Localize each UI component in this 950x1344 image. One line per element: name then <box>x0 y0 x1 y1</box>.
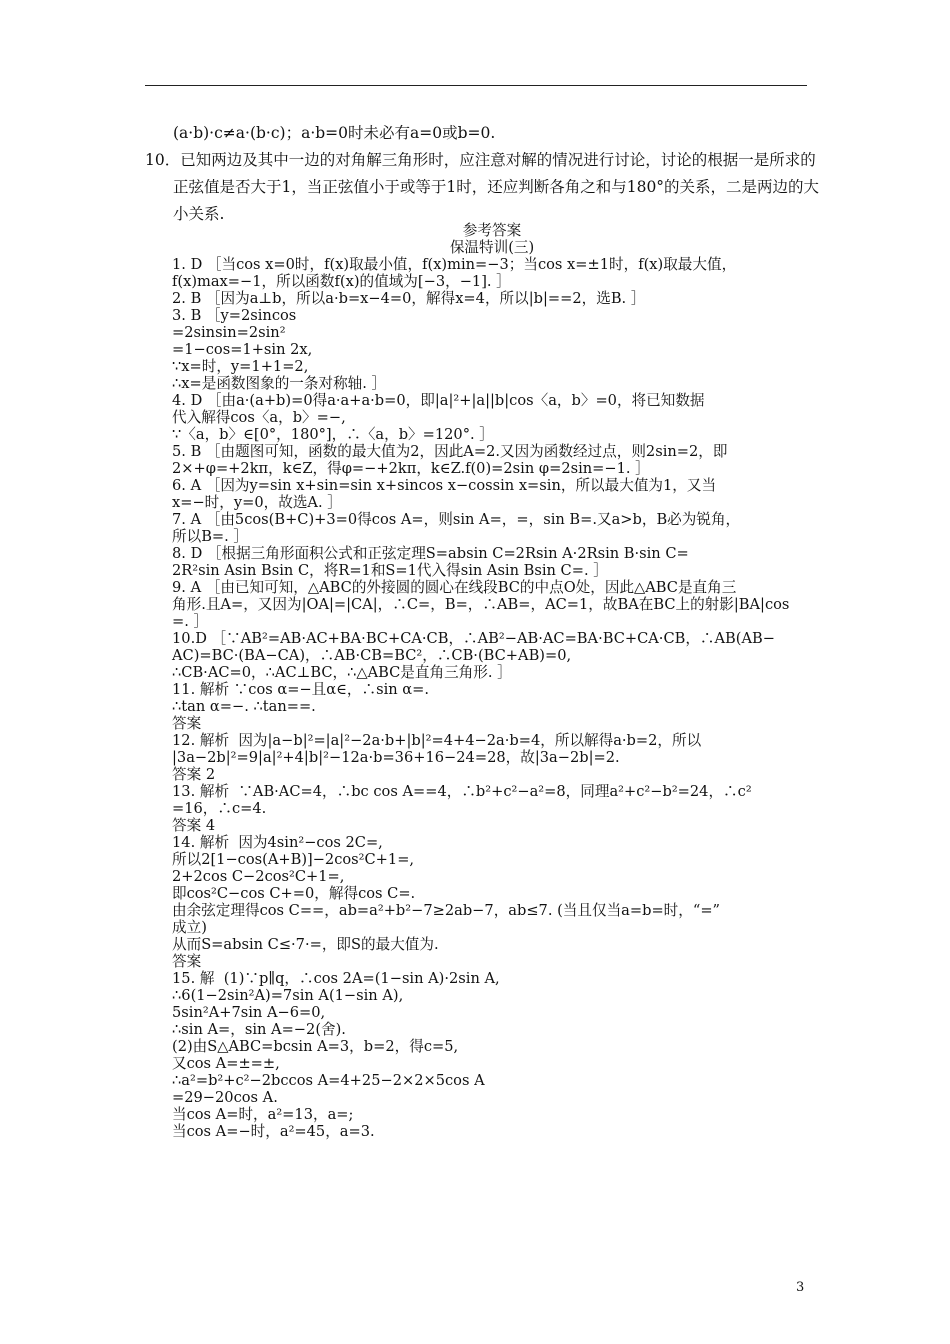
answer-line: ∵x=时，y=1+1=2, <box>172 358 309 375</box>
answer-line: 13. 解析 ∵AB·AC=4，∴bc cos A==4，∴b²+c²−a²=8，同理a²+c²−b²=24，∴c² <box>172 783 752 800</box>
answer-line: 7. A ［由5cos(B+C)+3=0得cos A=，则sin A=，=，sin B=.又a>b，B必为锐角， <box>172 511 741 528</box>
answer-line: 11. 解析 ∵cos α=−且α∈，∴sin α=. <box>172 681 430 698</box>
answer-line: ∴CB·AC=0，∴AC⊥BC，∴△ABC是直角三角形. ］ <box>172 664 512 681</box>
answer-line: 所以B=. ］ <box>172 528 249 545</box>
answer-line: 答案 <box>172 715 202 732</box>
answer-line: 9. A ［由已知可知，△ABC的外接圆的圆心在线段BC的中点O处，因此△ABC是直角三 <box>172 579 737 596</box>
answer-line: =. ］ <box>172 613 209 630</box>
answer-line: 12. 解析 因为|a−b|²=|a|²−2a·b+|b|²=4+4−2a·b=4，所以解得a·b=2，所以 <box>172 732 702 749</box>
answer-line: 即cos²C−cos C+=0，解得cos C=. <box>172 885 416 902</box>
answer-line: =2sinsin=2sin² <box>172 324 286 341</box>
answer-line: 当cos A=−时，a²=45，a=3. <box>172 1123 375 1140</box>
header-rule <box>145 85 807 86</box>
answer-line: ∵〈a，b〉∈[0°，180°]，∴〈a，b〉=120°. ］ <box>172 426 494 443</box>
answer-line: 1. D ［当cos x=0时，f(x)取最小值，f(x)min=−3；当cos x=±1时，f(x)取最大值， <box>172 256 737 273</box>
answer-line: 2×+φ=+2kπ，k∈Z，得φ=−+2kπ，k∈Z.f(0)=2sin φ=2sin=−1. ］ <box>172 460 650 477</box>
answer-line: ∴a²=b²+c²−2bccos A=4+25−2×2×5cos A <box>172 1072 485 1089</box>
answer-line: ∴x=是函数图象的一条对称轴. ］ <box>172 375 387 392</box>
continued-notes <box>145 120 825 228</box>
answer-line: 2R²sin Asin Bsin C，将R=1和S=1代入得sin Asin Bsin C=. ］ <box>172 562 608 579</box>
answer-line: 答案 2 <box>172 766 216 783</box>
answer-line: =1−cos=1+sin 2x, <box>172 341 313 358</box>
answer-line: ∴sin A=，sin A=−2(舍). <box>172 1021 346 1038</box>
answer-line: ∴tan α=−. ∴tan==. <box>172 698 316 715</box>
answer-line: f(x)max=−1，所以函数f(x)的值域为[−3，−1]. ］ <box>172 273 511 290</box>
answers-heading: 参考答案 <box>462 222 522 239</box>
answer-line: ∴6(1−2sin²A)=7sin A(1−sin A), <box>172 987 404 1004</box>
answer-line: 答案 4 <box>172 817 216 834</box>
answer-section <box>172 222 812 1140</box>
answer-line: (2)由S△ABC=bcsin A=3，b=2，得c=5, <box>172 1038 459 1055</box>
answer-line: 5sin²A+7sin A−6=0, <box>172 1004 326 1021</box>
answer-line: =16，∴c=4. <box>172 800 267 817</box>
answer-line: 14. 解析 因为4sin²−cos 2C=, <box>172 834 383 851</box>
answer-line: 3. B ［y=2sincos <box>172 307 297 324</box>
note-line-vector: (a·b)·c≠a·(b·c)；a·b=0时未必有a=0或b=0. <box>173 124 496 142</box>
answer-line: 从而S=absin C≤·7·=，即S的最大值为. <box>172 936 439 953</box>
answer-line: 答案 <box>172 953 202 970</box>
answer-line: 2. B ［因为a⊥b，所以a·b=x−4=0，解得x=4，所以|b|==2，选B. ］ <box>172 290 646 307</box>
answer-line: 由余弦定理得cos C==，ab=a²+b²−7≥2ab−7，ab≤7. (当且仅当a=b=时，“=” <box>172 902 721 919</box>
answer-line: 10.D ［∵AB²=AB·AC+BA·BC+CA·CB，∴AB²−AB·AC=BA·BC+CA·CB，∴AB(AB− <box>172 630 775 647</box>
page-number: 3 <box>796 1280 805 1295</box>
answer-lines <box>172 256 812 1140</box>
answer-line: |3a−2b|²=9|a|²+4|b|²−12a·b=36+16−24=28，故|3a−2b|=2. <box>172 749 620 766</box>
answer-line: 所以2[1−cos(A+B)]−2cos²C+1=, <box>172 851 415 868</box>
answer-line: AC)=BC·(BA−CA)，∴AB·CB=BC²，∴CB·(BC+AB)=0, <box>172 647 572 664</box>
answer-line: 6. A ［因为y=sin x+sin=sin x+sincos x−cossin x=sin，所以最大值为1，又当 <box>172 477 717 494</box>
answer-line: 代入解得cos〈a，b〉=−, <box>172 409 346 426</box>
answer-line: 成立) <box>172 919 207 936</box>
answer-line: 8. D ［根据三角形面积公式和正弦定理S=absin C=2Rsin A·2Rsin B·sin C= <box>172 545 689 562</box>
answer-line: =29−20cos A. <box>172 1089 278 1106</box>
answer-line: 15. 解 (1)∵p∥q，∴cos 2A=(1−sin A)·2sin A, <box>172 970 500 987</box>
answer-line: 角形.且A=，又因为|OA|=|CA|，∴C=，B=，∴AB=，AC=1，故BA在BC上的射影|BA|cos <box>172 596 790 613</box>
answer-line: 当cos A=时，a²=13，a=; <box>172 1106 354 1123</box>
answer-line: 又cos A=±=±, <box>172 1055 280 1072</box>
answer-line: x=−时，y=0，故选A. ］ <box>172 494 342 511</box>
answer-line: 4. D ［由a·(a+b)=0得a·a+a·b=0，即|a|²+|a||b|cos〈a，b〉=0，将已知数据 <box>172 392 705 409</box>
answers-subheading: 保温特训(三) <box>449 239 535 256</box>
answer-line: 5. B ［由题图可知，函数的最大值为2，因此A=2.又因为函数经过点，则2sin=2，即 <box>172 443 728 460</box>
answer-line: 2+2cos C−2cos²C+1=, <box>172 868 345 885</box>
note-item-10: 10．已知两边及其中一边的对角解三角形时，应注意对解的情况进行讨论，讨论的根据一是所求的正弦值是否大于1，当正弦值小于或等于1时，还应判断各角之和与180°的关系，二是两边的大小关系. <box>145 151 820 223</box>
